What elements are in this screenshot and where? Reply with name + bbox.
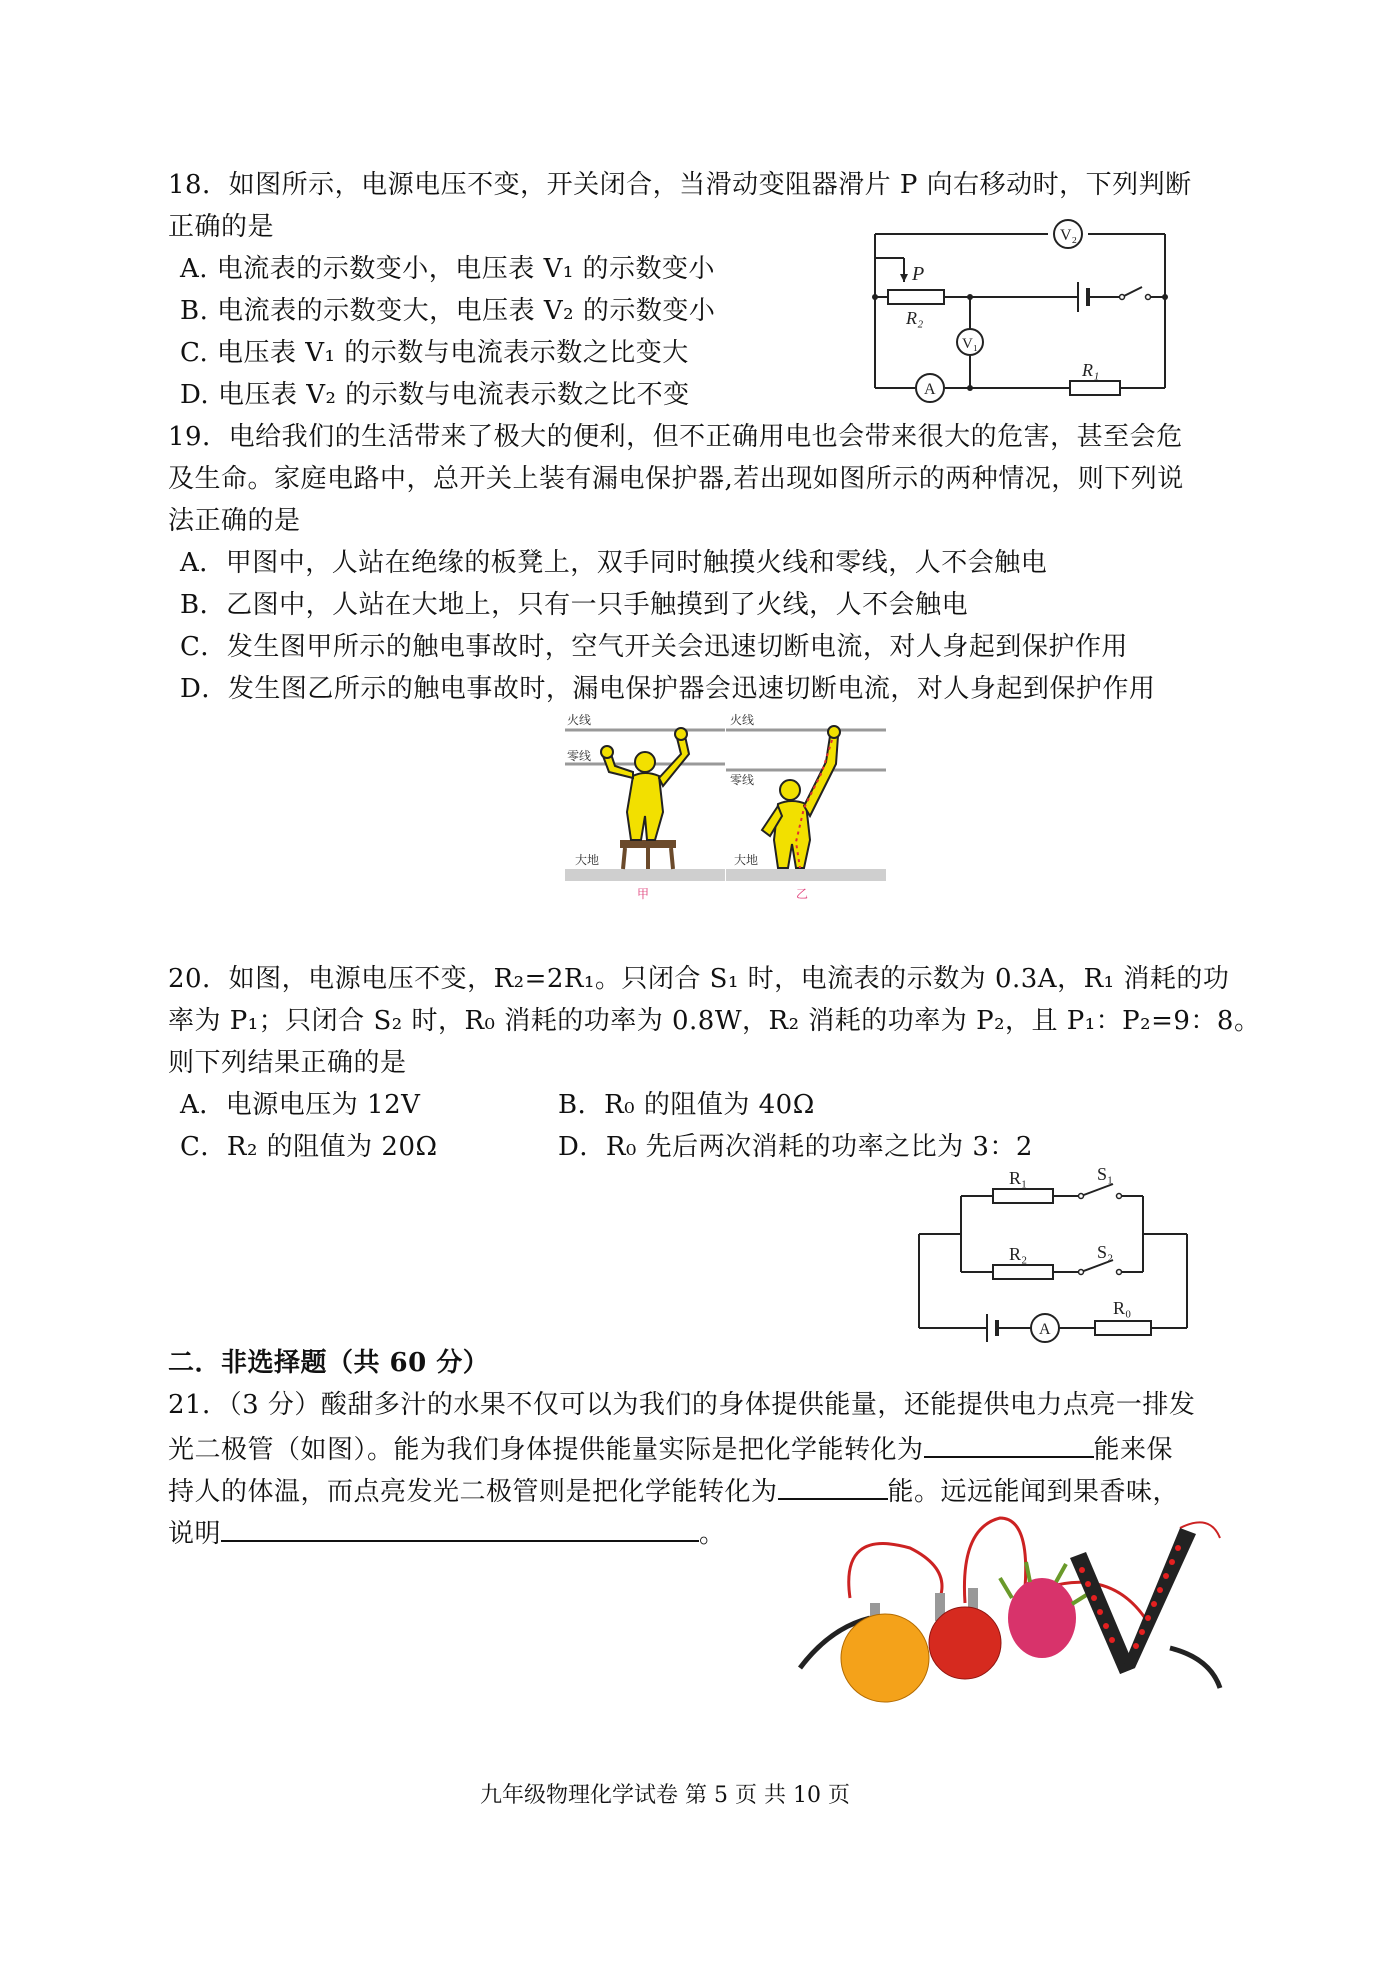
q18-option-d: D. 电压表 V₂ 的示数与电流表示数之比不变: [180, 380, 690, 410]
q18-stem-line-1: 18．如图所示，电源电压不变，开关闭合，当滑动变阻器滑片 P 向右移动时，下列判断: [168, 170, 1192, 200]
q21-line-2: [168, 1430, 1173, 1467]
q21-line-3-text-b: 能。远远能闻到果香味，: [887, 1477, 1180, 1507]
q21-answer-blank-2[interactable]: [778, 1472, 888, 1500]
person-icon: [601, 728, 689, 840]
q19-figure-yi: [726, 712, 886, 902]
q19-option-d: D．发生图乙所示的触电事故时，漏电保护器会迅速切断电流，对人身起到保护作用: [180, 674, 1156, 704]
jia-caption: 甲: [637, 887, 650, 901]
q20-option-b: B．R₀ 的阻值为 40Ω: [558, 1090, 815, 1120]
q20-r0-label: R₀: [1113, 1298, 1132, 1318]
page-footer: 九年级物理化学试卷 第 5 页 共 10 页: [480, 1783, 850, 1808]
q20-option-c: C．R₂ 的阻值为 20Ω: [180, 1132, 438, 1162]
q19-stem-line-1: 19．电给我们的生活带来了极大的便利，但不正确用电也会带来很大的危害，甚至会危: [168, 422, 1183, 452]
q20-stem-line-3: 则下列结果正确的是: [168, 1048, 407, 1078]
q18-circuit-diagram: [860, 212, 1180, 404]
q19-stem-line-2: 及生命。家庭电路中，总开关上装有漏电保护器,若出现如图所示的两种情况，则下列说: [168, 464, 1184, 494]
jia-neutral-line-label: 零线: [567, 749, 592, 763]
q20-circuit-diagram: [905, 1160, 1205, 1345]
q18-ammeter-label: A: [924, 381, 936, 398]
q18-v2-label: V₂: [1060, 227, 1078, 244]
q20-option-a: A．电源电压为 12V: [180, 1090, 421, 1120]
q19-option-a: A．甲图中，人站在绝缘的板凳上，双手同时触摸火线和零线，人不会触电: [180, 548, 1048, 578]
q20-r1-label: R₁: [1009, 1168, 1028, 1188]
yi-ground-label: 大地: [734, 853, 759, 867]
q19-option-c: C．发生图甲所示的触电事故时，空气开关会迅速切断电流，对人身起到保护作用: [180, 632, 1128, 662]
q20-stem-line-2: 率为 P₁；只闭合 S₂ 时，R₀ 消耗的功率为 0.8W，R₂ 消耗的功率为 P₂，且 P₁：P₂=9：8。: [168, 1006, 1261, 1036]
q21-line-1: 21．（3 分）酸甜多汁的水果不仅可以为我们的身体提供能量，还能提供电力点亮一排发: [168, 1390, 1196, 1420]
q21-fruit-battery-figure: [790, 1508, 1230, 1708]
jia-fire-line-label: 火线: [567, 713, 592, 727]
q21-line-4-text-a: 说明: [168, 1519, 222, 1549]
q21-line-3: [168, 1472, 1179, 1509]
yi-neutral-line-label: 零线: [730, 773, 755, 787]
q18-r2-label: R₂: [906, 308, 924, 328]
q21-line-4-text-b: 。: [699, 1519, 726, 1549]
section-2-heading: 二．非选择题（共 60 分）: [168, 1348, 490, 1378]
q21-answer-blank-1[interactable]: [924, 1430, 1094, 1458]
q20-s2-label: S₂: [1097, 1242, 1114, 1262]
q18-option-a: A. 电流表的示数变小，电压表 V₁ 的示数变小: [180, 254, 716, 284]
q21-line-4: [168, 1514, 726, 1551]
q20-option-d: D．R₀ 先后两次消耗的功率之比为 3：2: [558, 1132, 1033, 1162]
q20-stem-line-1: 20．如图，电源电压不变，R₂=2R₁。只闭合 S₁ 时，电流表的示数为 0.3A，R₁ 消耗的功: [168, 964, 1230, 994]
q21-line-3-text-a: 持人的体温，而点亮发光二极管则是把化学能转化为: [168, 1477, 778, 1507]
q20-ammeter-label: A: [1039, 1321, 1051, 1338]
q18-slider-p-label: P: [912, 263, 925, 285]
q19-option-b: B．乙图中，人站在大地上，只有一只手触摸到了火线，人不会触电: [180, 590, 969, 620]
q19-figure-jia: [565, 712, 725, 902]
q20-r2-label: R₂: [1009, 1244, 1028, 1264]
yi-caption: 乙: [796, 887, 809, 901]
q18-v1-label: V₁: [962, 336, 979, 352]
q18-option-b: B. 电流表的示数变大，电压表 V₂ 的示数变小: [180, 296, 716, 326]
q18-stem-line-2: 正确的是: [168, 212, 275, 242]
q19-stem-line-3: 法正确的是: [168, 506, 301, 536]
q18-r1-label: R₁: [1082, 360, 1100, 380]
person-icon: [762, 726, 840, 868]
q18-option-c: C. 电压表 V₁ 的示数与电流表示数之比变大: [180, 338, 689, 368]
yi-fire-line-label: 火线: [730, 713, 755, 727]
q21-line-2-text-b: 能来保: [1093, 1435, 1174, 1465]
q21-line-2-text-a: 光二极管（如图）。能为我们身体提供能量实际是把化学能转化为: [168, 1435, 924, 1465]
jia-ground-label: 大地: [575, 853, 600, 867]
q21-answer-blank-3[interactable]: [221, 1514, 699, 1542]
q20-s1-label: S₁: [1097, 1164, 1114, 1184]
